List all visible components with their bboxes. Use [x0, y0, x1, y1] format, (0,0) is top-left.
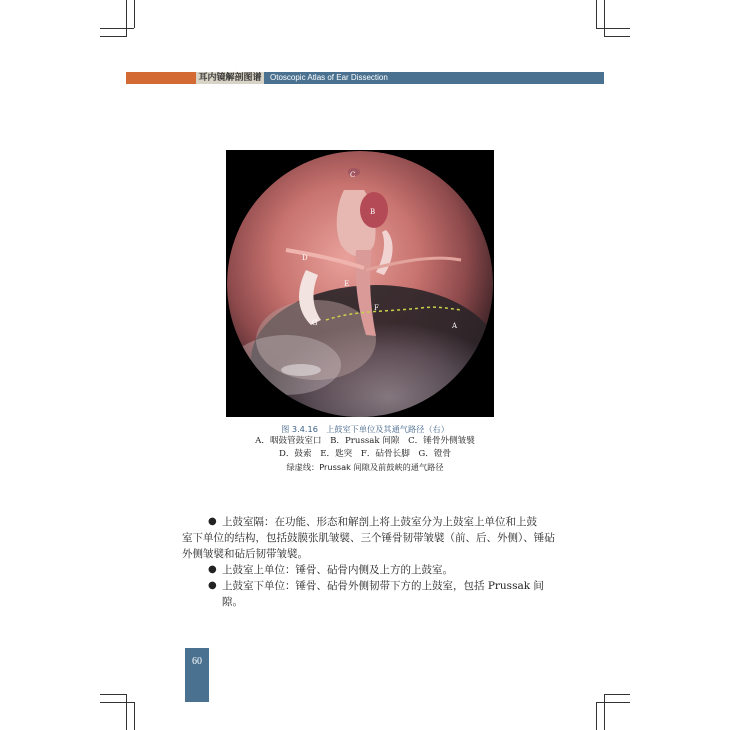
page-number: 60 [185, 648, 209, 702]
header-chinese-title: 耳内镜解剖图谱 [196, 72, 264, 84]
label-b: B [370, 208, 376, 216]
label-c: C [350, 171, 356, 179]
bullet-icon: ● [208, 564, 217, 575]
endoscopic-image [226, 150, 494, 417]
paragraph-line: 室下单位的结构，包括鼓膜张肌皱襞、三个锤骨韧带皱襞（前、后、外侧）、锤砧 [182, 532, 555, 544]
crop-mark [596, 28, 630, 29]
crop-mark [604, 694, 605, 730]
crop-mark [100, 28, 134, 29]
label-g: G [312, 319, 318, 327]
paragraph-line: 外侧皱襞和砧后韧带皱襞。 [182, 548, 308, 560]
figure-caption-title: 图 3.4.16 上鼓室下单位及其通气路径（右） [281, 424, 449, 434]
figure-caption-line: A．咽鼓管鼓室口 B．Prussak 间隙 C．锤骨外侧皱襞 [255, 436, 475, 446]
crop-mark [596, 702, 597, 730]
crop-mark [126, 0, 127, 36]
figure-caption-line: 绿虚线：Prussak 间隙及前鼓峡的通气路径 [286, 462, 444, 472]
crop-mark [604, 0, 605, 36]
crop-mark [100, 36, 127, 37]
header-accent [126, 72, 196, 84]
paragraph-line: 上鼓室隔：在功能、形态和解剖上将上鼓室分为上鼓室上单位和上鼓 [222, 516, 537, 528]
crop-mark [126, 694, 127, 730]
crop-mark [134, 702, 135, 730]
crop-mark [100, 702, 134, 703]
crop-mark [596, 702, 630, 703]
crop-mark [100, 694, 127, 695]
bullet-icon: ● [208, 580, 217, 591]
header-english-title: Otoscopic Atlas of Ear Dissection [264, 72, 604, 84]
label-d: D [302, 254, 308, 262]
crop-mark [134, 0, 135, 28]
bullet-icon: ● [208, 516, 217, 527]
bullet-text: 上鼓室上单位：锤骨、砧骨内侧及上方的上鼓室。 [222, 564, 453, 576]
crop-mark [604, 36, 630, 37]
crop-mark [604, 694, 630, 695]
label-a: A [452, 322, 458, 330]
crop-mark [596, 0, 597, 28]
label-f: F [374, 304, 379, 312]
endoscopic-photo [226, 150, 494, 417]
bullet-text: 上鼓室下单位：锤骨、砧骨外侧韧带下方的上鼓室，包括 Prussak 间隙。 [222, 580, 544, 608]
figure-caption-line: D．鼓索 E．匙突 F．砧骨长脚 G．镫骨 [278, 449, 452, 459]
label-e: E [344, 280, 350, 288]
